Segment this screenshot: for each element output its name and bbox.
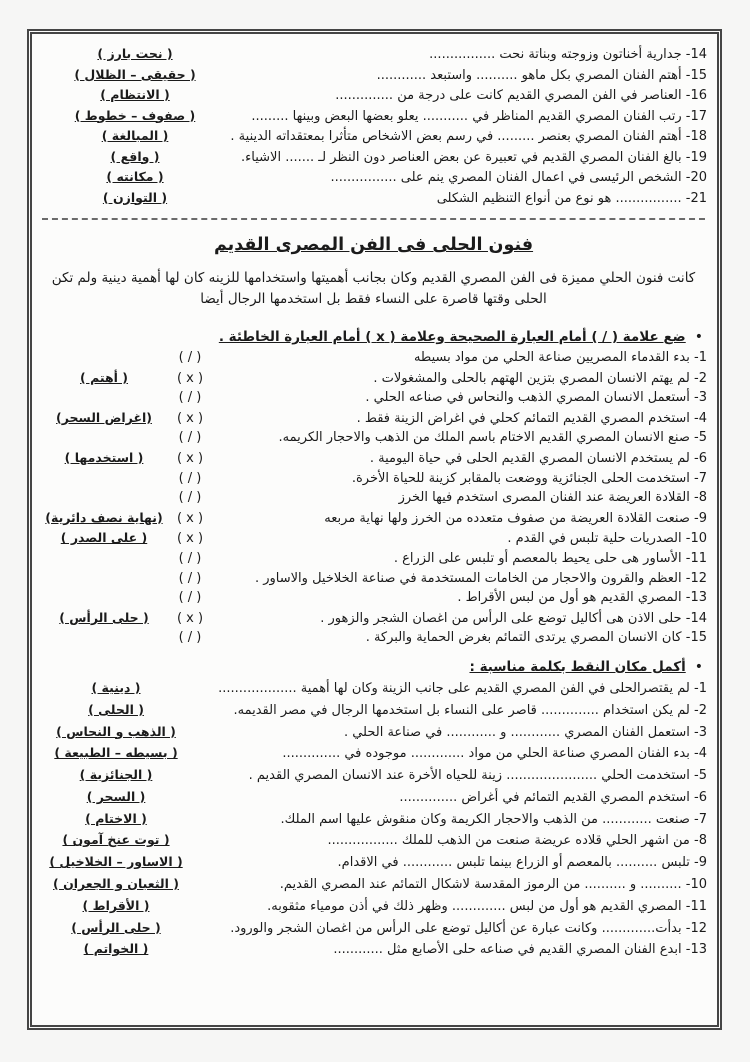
mark-label: ( / ) [178,350,202,365]
question-row [40,126,707,147]
question-number: 9- [694,510,707,526]
question-text: صنعت ............ من الذهب والاحجار الكريمة وكان منقوش عليها اسم الملك. [280,811,690,827]
question-row [40,106,707,127]
answer-key-label: ( الاساور – الخلاخيل ) [49,854,183,870]
question [192,723,707,744]
mark-label: ( x ) [176,370,204,386]
question [192,701,707,722]
question [230,66,707,86]
question [212,388,707,408]
question-text: أهتم الفنان المصري بعنصر ......... في رسم بعض الاشخاص متأثرا بمعتقداته الدينية . [230,129,682,144]
mark-label: ( x ) [176,450,204,466]
question [212,628,707,648]
bullet-icon: • [694,329,703,345]
question-row [40,408,707,429]
answer-key-label: ( المبالغة ) [101,128,169,143]
question-text: صنع الانسان المصري القديم الاختام باسم الملك من الذهب والاحجار الكريمه. [278,430,690,446]
question-text: القلادة العريضة عند الفنان المصرى استخدم فيها الخرز [398,490,690,506]
question [212,348,707,368]
question-text: لم يقتصرالحلى في الفن المصري القديم على جانب الزينة وكان لها أهمية ................... [218,680,690,696]
question-row [40,874,707,896]
question-number: 5- [694,768,707,784]
answer-key-label: ( الخواتم ) [83,941,149,957]
question-row [40,588,707,608]
question [212,588,707,608]
answer-key-label: ( حلى الرأس ) [59,609,149,625]
question-row [40,678,707,700]
question-text: الشخص الرئيسى في اعمال الفنان المصري ينم على ................ [330,170,682,185]
question-text: بالغ الفنان المصري القديم في تعبيرة عن بعض العناصر دون النظر لـ ....... الاشياء. [241,149,682,165]
question-text: جدارية أخناتون وزوجته وبناتة نحت ................ [429,47,682,62]
mark-label: ( / ) [178,470,202,486]
question-row [40,608,707,629]
answer-key-label: ( حقيقى – الظلال ) [74,66,196,82]
answer-key-label: ( الحلى ) [88,701,144,717]
mark-label: ( x ) [176,531,204,547]
dashed-separator [42,218,705,220]
question [212,509,707,529]
question-row [40,428,707,448]
question [230,127,707,147]
question-text: العظم والقرون والاحجار من الخامات المستخدمة في صناعة الخلاخيل والاساور . [254,570,682,586]
question-number: 6- [694,789,707,805]
question [230,189,707,209]
question-row [40,918,707,940]
question-number: 2- [694,370,707,386]
question-number: 12- [685,570,707,586]
question-number: 17- [685,108,707,124]
question-row [40,85,707,106]
question-text: رتب الفنان المصري القديم المناظر في ........... يعلو بعضها البعض وبينها ......... [251,108,682,124]
question [192,853,707,874]
question-row [40,348,707,368]
question [212,609,707,629]
true-false-section-header [40,329,703,345]
question-text: الصدريات حلية تلبس في القدم . [507,531,682,547]
answer-key-label: ( مكانته ) [106,169,164,184]
question-number: 8- [694,833,707,849]
question [212,428,707,448]
intro-paragraph: كانت فنون الحلي مميزة فى الفن المصري القديم وكان بجانب أهميتها واستخدامها للزينه كان لها أهمية دينية ولم تكن الحلى وقتها قاصرة على النساء فقط بل استخدمها الرجال أيضا [51,270,696,307]
question-row [40,167,707,188]
question [192,875,707,896]
question-number: 20- [685,170,707,185]
question-row [40,787,707,809]
answer-key-label: ( دينية ) [91,679,141,695]
question-number: 21- [685,190,707,206]
question [212,529,707,549]
question-row [40,368,707,389]
bullet-icon: • [694,658,703,675]
fill-blank-section-header [40,659,703,675]
mark-label: ( / ) [178,490,202,506]
continuation-question-list [40,44,707,208]
question [230,45,707,65]
fill-blank-question-list [40,678,707,961]
question [230,86,707,106]
question [230,107,707,127]
answer-key-label: ( صفوف – خطوط ) [74,107,196,123]
question-number: 14- [685,47,707,62]
question [192,940,707,961]
mark-label: ( / ) [178,630,202,646]
question-row [40,147,707,168]
question [212,469,707,489]
question-number: 7- [694,470,707,486]
mark-label: ( / ) [178,390,202,406]
question [230,168,707,188]
question-number: 3- [694,390,707,406]
question-text: ابدع الفنان المصري القديم في صناعه حلى الأصابع مثل ............ [333,942,682,958]
question-number: 12- [685,920,707,936]
question-number: 13- [685,942,707,958]
section-header-text: ضع علامة ( / ) أمام العبارة الصحيحة وعلامة ( x ) أمام العبارة الخاطئة . [218,329,686,345]
question [212,569,707,589]
question-row [40,188,707,209]
question-text: الأساور هى حلى يحيط بالمعصم أو تلبس على الزراع . [393,550,682,566]
question-row [40,939,707,961]
answer-key-label: ( حلى الرأس ) [71,919,161,935]
question-row [40,743,707,765]
worksheet-page [27,29,722,1030]
question-row [40,852,707,874]
mark-label: ( x ) [176,410,204,426]
answer-key-label: ( استخدمها ) [64,449,144,465]
question-row [40,448,707,469]
question-text: كان الانسان المصري يرتدى التمائم بغرض الحماية والبركة . [365,630,682,646]
question-row [40,830,707,852]
true-false-question-list [40,348,707,648]
question-row [40,549,707,569]
question [212,449,707,469]
question-text: لم يهتم الانسان المصري بتزين الهتهم بالحلى والمشغولات . [373,370,690,386]
answer-key-label: (نهاية نصف دائرية) [45,509,163,525]
question-text: بدء الفنان المصري صناعة الحلي من مواد ............. موجوده في .............. [282,746,690,762]
question-text: بدء القدماء المصريين صناعة الحلي من مواد بسيطه [413,350,690,365]
answer-key-label: ( الثعبان و الجعران ) [53,876,179,892]
question-row [40,488,707,508]
question-number: 16- [685,88,707,103]
question-text: المصري القديم هو أول من لبس الأقراط . [457,590,682,606]
question-number: 15- [685,630,707,646]
answer-key-label: ( الجنائزية ) [79,767,153,783]
question [192,744,707,765]
mark-label: ( / ) [178,570,202,586]
question-number: 15- [685,67,707,83]
question-row [40,388,707,408]
question-number: 5- [694,430,707,446]
question-text: بدأت............. وكانت عبارة عن أكاليل توضع على الرأس من اغصان الشجر والورود. [230,920,682,936]
answer-key-label: ( على الصدر ) [60,530,148,546]
question-number: 14- [685,610,707,626]
question-row [40,722,707,744]
question-row [40,628,707,648]
question-row [40,44,707,65]
section-header-text: أكمل مكان النقط بكلمة مناسبة : [469,658,686,675]
question-number: 4- [694,746,707,762]
question [212,369,707,389]
answer-key-label: ( السحر ) [86,788,146,804]
question-number: 1- [694,350,707,365]
question-row [40,765,707,787]
question-number: 6- [694,450,707,466]
question-text: استخدم المصري القديم التمائم كحلي في اغراض الزينة فقط . [356,410,690,426]
question-row [40,528,707,549]
question [212,549,707,569]
question-row [40,896,707,918]
question [192,919,707,940]
question-text: استخدمت الحلى الجنائزية ووضعت بالمقابر كزينة للحياة الأخرة. [351,470,690,486]
question-text: لم يستخدم الانسان المصري القديم الحلى في حياة اليومية . [369,450,690,466]
question-text: أهتم الفنان المصري بكل ماهو .......... واستبعد ............ [376,67,682,83]
question [192,810,707,831]
page-title: فنون الحلى فى الفن المصرى القديم [213,235,534,255]
answer-key-label: ( التوازن ) [102,189,168,205]
question-text: العناصر في الفن المصري القديم كانت على درجة من .............. [335,88,682,103]
question-number: 18- [685,129,707,144]
question-number: 11- [685,898,707,914]
question-row [40,469,707,489]
question [192,897,707,918]
question-text: حلى الاذن هى أكاليل توضع على الرأس من اغصان الشجر والزهور . [320,610,682,626]
mark-label: ( / ) [178,550,202,566]
question-row [40,65,707,86]
answer-key-label: ( أهتم ) [80,369,128,385]
answer-key-label: (اغراض السحر) [56,409,152,425]
mark-label: ( / ) [178,430,202,446]
answer-key-label: ( بسيطه – الطبيعة ) [54,745,178,761]
question-text: ................ هو نوع من أنواع التنظيم الشكلى [436,190,682,206]
answer-key-label: ( الاختام ) [85,810,147,826]
question-number: 4- [694,410,707,426]
question-number: 7- [694,811,707,827]
answer-key-label: ( واقع ) [110,148,160,164]
question-number: 9- [694,855,707,871]
question-number: 3- [694,724,707,740]
answer-key-label: ( الأقراط ) [82,897,150,913]
mark-label: ( x ) [176,610,204,626]
question-number: 11- [685,550,707,566]
question-text: استعمل الفنان المصري ............ و ............ في صناعة الحلي . [343,724,690,740]
answer-key-label: ( الذهب و النحاس ) [56,723,176,739]
answer-key-label: ( الانتظام ) [100,87,170,102]
question-text: استخدم المصري القديم التمائم في أغراض .............. [399,789,690,805]
question-number: 8- [694,490,707,506]
question-number: 10- [685,877,707,893]
question-row [40,508,707,529]
question [212,409,707,429]
question [212,488,707,508]
question-text: صنعت القلادة العريضة من صفوف متعدده من الخرز ولها نهاية مربعه [324,510,690,526]
question [192,788,707,809]
answer-key-label: ( نحت بارز ) [97,46,173,61]
question-text: لم يكن استخدام .............. قاصر على النساء بل استخدمها الرجال في مصر القديمه. [233,702,690,718]
question-number: 1- [694,680,707,696]
question-number: 10- [685,531,707,547]
question-text: .......... و .......... من الرموز المقدسة لاشكال التمائم عند المصري القديم. [279,877,682,893]
answer-key-label: ( توت عنخ آمون ) [62,832,170,848]
question-row [40,569,707,589]
question-text: استخدمت الحلي ...................... زينة للحياه الأخرة عند الانسان المصري القديم . [248,768,690,784]
question-number: 19- [685,149,707,165]
question [192,679,707,700]
question-number: 13- [685,590,707,606]
question-text: من اشهر الحلي قلاده عريضة صنعت من الذهب للملك ................. [327,833,690,849]
question-text: أستعمل الانسان المصري الذهب والنحاس في صناعه الحلي . [365,390,690,406]
question [192,766,707,787]
question-row [40,700,707,722]
question [192,831,707,852]
question-row [40,809,707,831]
question-number: 2- [694,702,707,718]
question [230,148,707,168]
mark-label: ( x ) [176,510,204,526]
mark-label: ( / ) [178,590,202,606]
question-text: المصري القديم هو أول من لبس ............. وظهر ذلك في أذن مومياء مثقوبه. [267,898,682,914]
question-text: تلبس .......... بالمعصم أو الزراع بينما تلبس ............ في الاقدام. [337,855,690,871]
